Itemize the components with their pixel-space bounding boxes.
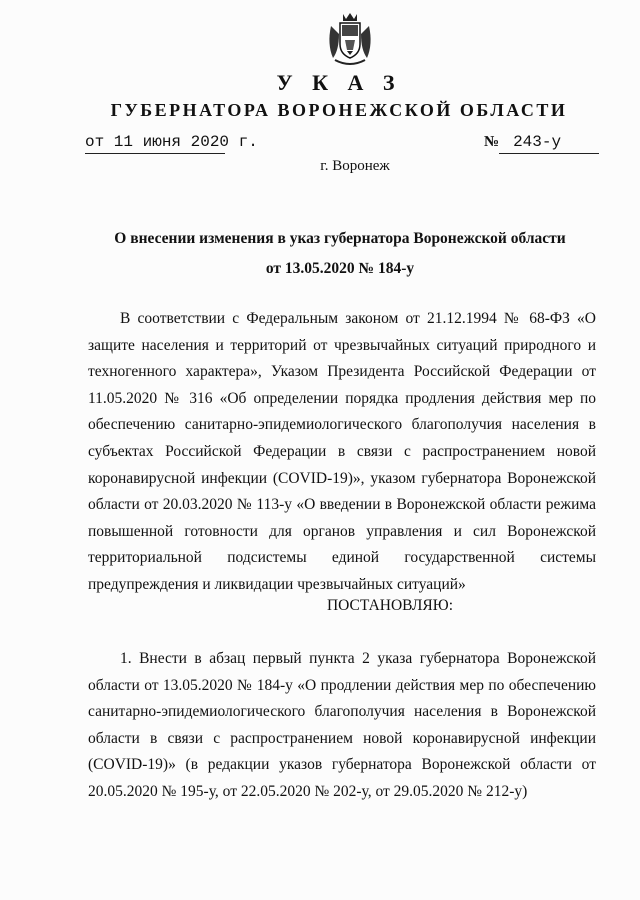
preamble-paragraph: В соответствии с Федеральным законом от 21.12.1994 № 68-ФЗ «О защите населения и территорий от чрезвычайных ситуаций природного и техногенного характера», Указом Президента Российской Федерации от 11.05.2020 № 316 «Об определении порядка продления действия мер по обеспечению санитарно-эпидемиологического благополучия населения в субъектах Российской Федерации в связи с распространением новой коронавирусной инфекции (COVID-19)», указом губернатора Воронежской области от 20.03.2020 № 113-у «О введении в Воронежской области режима повышенной готовности для органов управления и сил Воронежской территориальной подсистемы единой государственной системы предупреждения и ликвидации чрезвычайных ситуаций» (88, 310, 596, 593)
document-title: У К А З (276, 70, 402, 95)
clause-1-paragraph: 1. Внести в абзац первый пункта 2 указа губернатора Воронежской области от 13.05.2020 № 184-у «О продлении действия мер по обеспечению санитарно-эпидемиологического благополучия населения в Воронежской области в связи с распространением новой коронавирусной инфекции (COVID-19)» (в редакции указов губернатора Воронежской области от 20.05.2020 № 195-у, от 22.05.2020 № 202-у, от 29.05.2020 № 212-у) (88, 650, 596, 800)
document-date: от 11 июня 2020 г. (85, 133, 225, 154)
decree-word: ПОСТАНОВЛЯЮ: (326, 597, 454, 614)
document-heading (90, 224, 590, 284)
document-subtitle: ГУБЕРНАТОРА ВОРОНЕЖСКОЙ ОБЛАСТИ (110, 100, 568, 120)
coat-of-arms-icon (325, 10, 375, 70)
number-sign: № (484, 134, 500, 150)
document-city: г. Воронеж (320, 158, 390, 174)
heading-line-2: от 13.05.2020 № 184-у (265, 260, 415, 277)
document-number: 243-у (499, 133, 599, 154)
document-number-line (484, 133, 609, 154)
heading-line-1: О внесении изменения в указ губернатора Воронежской области (114, 230, 566, 247)
